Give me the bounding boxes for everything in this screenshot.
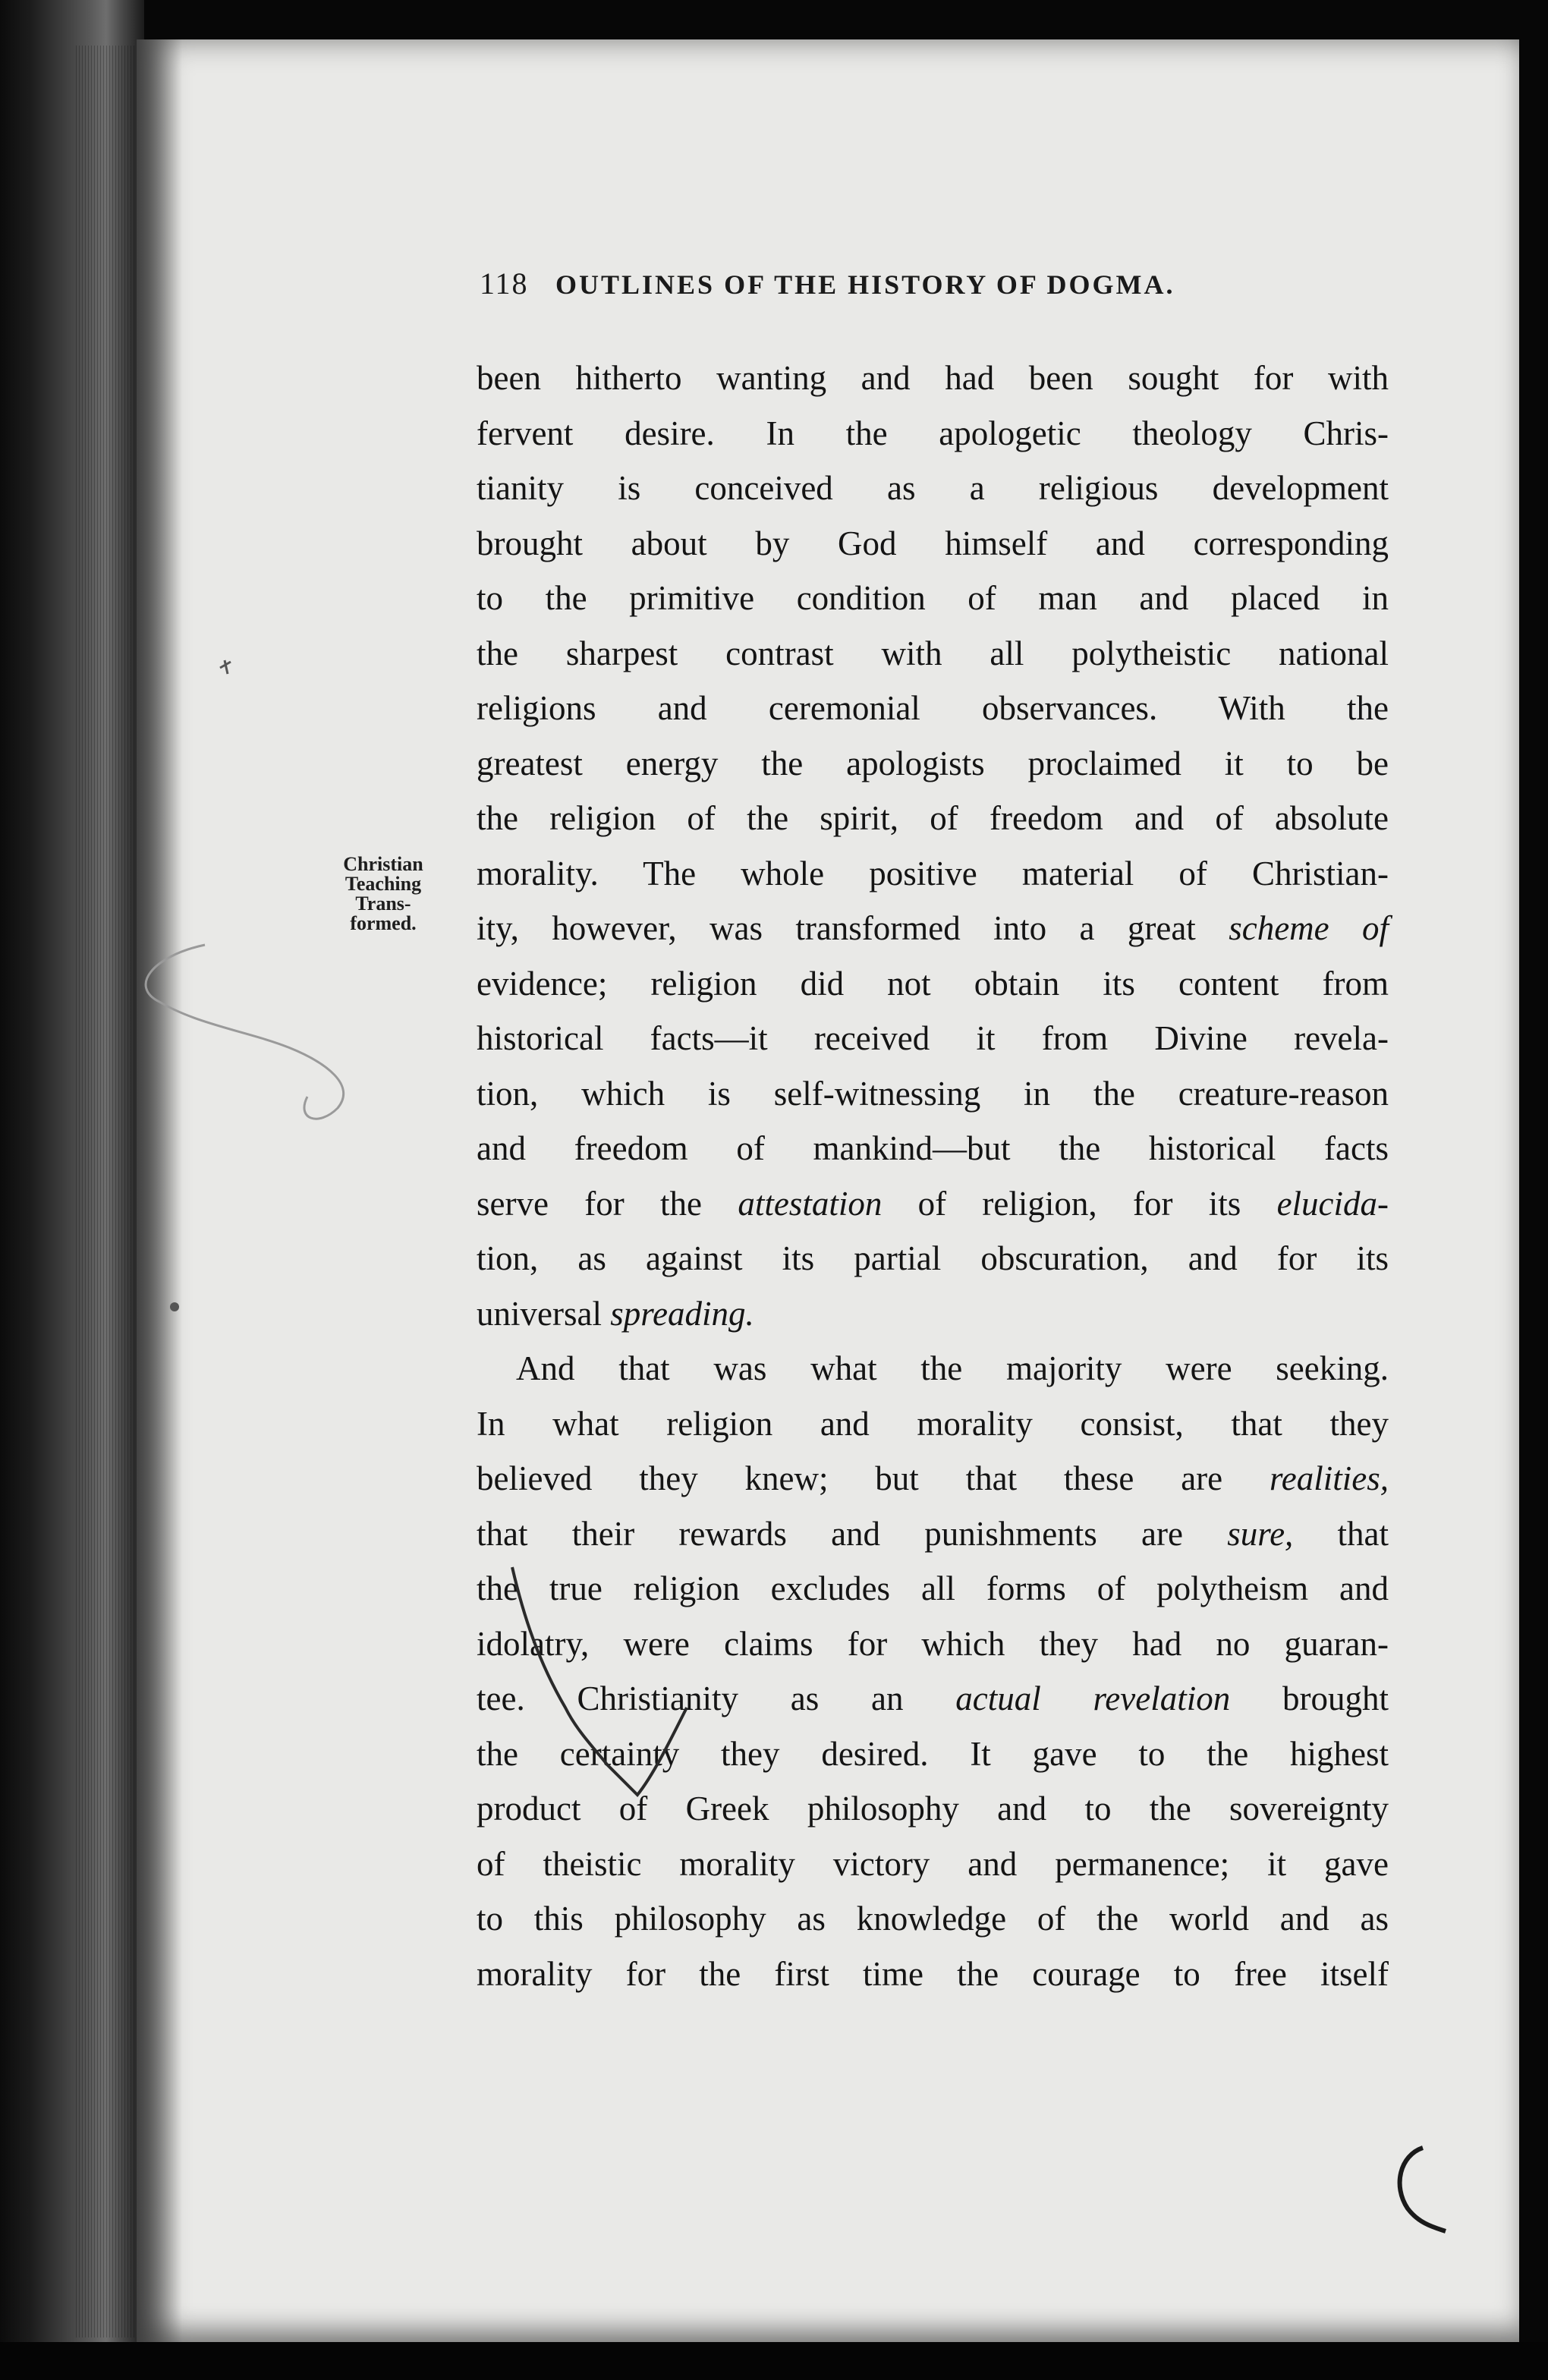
text-fragment: believed they knew; but that these are — [477, 1459, 1223, 1497]
italic-phrase: elucida- — [1276, 1184, 1389, 1223]
text-line: tianity is conceived as a religious development — [477, 469, 1389, 507]
text-line: been hitherto wanting and had been sought for with — [477, 359, 1389, 397]
text-line: the sharpest contrast with all polytheistic national — [477, 634, 1389, 672]
italic-phrase: attestation — [738, 1184, 883, 1223]
body-text — [477, 351, 1389, 2001]
italic-phrase: scheme of — [1229, 909, 1389, 947]
sidenote-line: Christian — [343, 853, 423, 875]
text-fragment: evidence; religion did not obtain its content from — [477, 964, 1389, 1003]
text-line — [477, 1176, 1389, 1232]
text-line — [477, 1451, 1389, 1506]
text-fragment: serve for the — [477, 1184, 703, 1223]
text-fragment: that their rewards and punishments are — [477, 1514, 1183, 1553]
italic-phrase: spreading. — [610, 1294, 754, 1333]
page-stack-lines — [76, 46, 140, 2338]
text-line: tion, which is self-witnessing in the creature-reason — [477, 1074, 1389, 1113]
text-line: idolatry, were claims for which they had no guaran- — [477, 1624, 1389, 1663]
book-page-stack-edge — [0, 0, 144, 2380]
text-line: tion, as against its partial obscuration, and for its — [477, 1239, 1389, 1277]
sidenote-line: Trans- — [355, 892, 411, 915]
text-line — [477, 901, 1389, 956]
scan-border-top — [0, 0, 1548, 39]
running-title: OUTLINES OF THE HISTORY OF DOGMA. — [555, 269, 1175, 300]
text-fragment: universal — [477, 1294, 602, 1333]
text-fragment: tee. Christianity as an — [477, 1680, 904, 1717]
running-head — [480, 266, 1405, 311]
sidenote-line: formed. — [350, 912, 417, 934]
text-line: product of Greek philosophy and to the sovereignty — [477, 1790, 1389, 1828]
text-line: morality. The whole positive material of Christian- — [477, 854, 1389, 892]
text-line: brought about by God himself and corresponding — [477, 524, 1389, 562]
text-line — [477, 956, 1389, 1012]
text-fragment: ity, however, was transformed into a great — [477, 909, 1196, 947]
text-line: to the primitive condition of man and placed in — [477, 579, 1389, 617]
sidenote-line: Teaching — [345, 873, 422, 895]
text-line: In what religion and morality consist, that they — [477, 1404, 1389, 1443]
text-fragment: brought — [1230, 1680, 1389, 1717]
text-line: the religion of the spirit, of freedom and of absolute — [477, 799, 1389, 837]
italic-phrase: realities, — [1269, 1459, 1389, 1497]
text-line: fervent desire. In the apologetic theology Chris- — [477, 414, 1389, 452]
text-line — [477, 1671, 1389, 1727]
italic-phrase: sure, — [1227, 1514, 1294, 1553]
text-line: morality for the first time the courage to free itself — [477, 1954, 1389, 1993]
text-line: the certainty they desired. It gave to the highest — [477, 1734, 1389, 1773]
text-line: religions and ceremonial observances. With the — [477, 689, 1389, 727]
text-line: historical facts—it received it from Divine revela- — [477, 1019, 1389, 1057]
text-line: greatest energy the apologists proclaimed it to be — [477, 744, 1389, 782]
scan-border-right — [1519, 0, 1548, 2380]
text-line — [477, 1506, 1389, 1562]
scan-border-bottom — [0, 2342, 1548, 2380]
page-number: 118 — [480, 266, 529, 301]
text-line: of theistic morality victory and permanence; it gave — [477, 1844, 1389, 1883]
text-line: and freedom of mankind—but the historical facts — [477, 1129, 1389, 1167]
text-line: to this philosophy as knowledge of the world and as — [477, 1900, 1389, 1938]
margin-sidenote — [319, 855, 448, 933]
italic-phrase: actual revelation — [955, 1680, 1231, 1717]
text-line: the true religion excludes all forms of polytheism and — [477, 1569, 1389, 1607]
text-fragment: of religion, for its — [882, 1184, 1277, 1223]
page-gutter-shadow — [137, 39, 182, 2342]
text-fragment: that — [1293, 1514, 1389, 1553]
text-line: And that was what the majority were seeking. — [516, 1349, 1389, 1387]
text-line — [477, 1286, 1389, 1342]
